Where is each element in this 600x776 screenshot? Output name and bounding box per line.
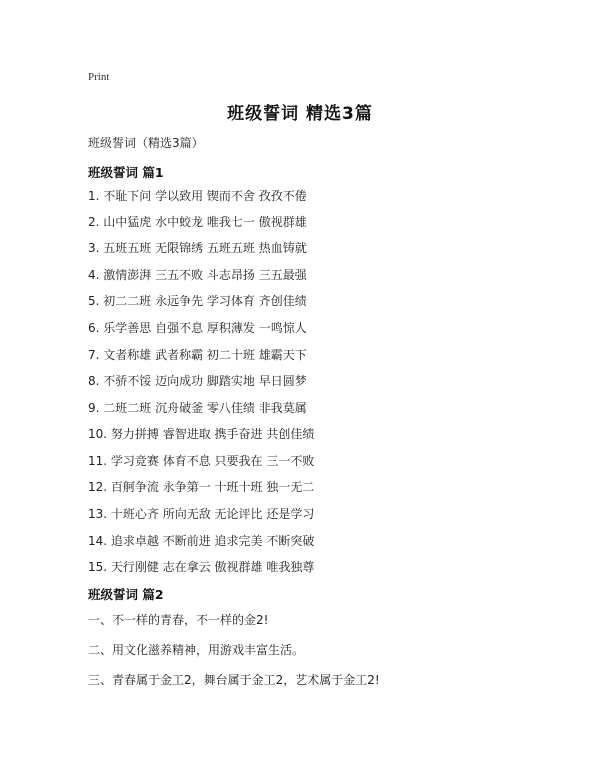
- section-1-line: 4. 激情澎湃 三五不败 斗志昂扬 三五最强: [88, 268, 307, 282]
- section-1-line: 14. 追求卓越 不断前进 追求完美 不断突破: [88, 534, 315, 548]
- section-1-line: 13. 十班心齐 所向无敌 无论评比 还是学习: [88, 507, 315, 521]
- section-1-line: 12. 百舸争流 永争第一 十班十班 独一无二: [88, 480, 315, 494]
- document-subtitle: 班级誓词（精选3篇）: [88, 136, 204, 150]
- section-2-line: 三、青春属于金工2，舞台属于金工2，艺术属于金工2!: [88, 673, 380, 687]
- print-label: Print: [88, 71, 110, 83]
- section-1-line: 9. 二班二班 沉舟破釜 零八佳绩 非我莫属: [88, 401, 307, 415]
- section-1-line: 11. 学习竞赛 体育不息 只要我在 三一不败: [88, 454, 315, 468]
- section-1-line: 15. 天行刚健 志在拿云 傲视群雄 唯我独尊: [88, 560, 315, 574]
- page-title: 班级誓词 精选3篇: [227, 104, 373, 124]
- section-1-heading: 班级誓词 篇1: [88, 165, 164, 180]
- section-2-line: 一、不一样的青春，不一样的金2!: [88, 613, 269, 627]
- section-1-line: 1. 不耻下问 学以致用 锲而不舍 孜孜不倦: [88, 189, 307, 203]
- section-2-line: 二、用文化滋养精神，用游戏丰富生活。: [88, 643, 305, 657]
- section-1-line: 7. 文者称雄 武者称霸 初二十班 雄霸天下: [88, 348, 307, 362]
- section-2-heading: 班级誓词 篇2: [88, 587, 164, 602]
- section-1-line: 10. 努力拼搏 睿智进取 携手奋进 共创佳绩: [88, 427, 315, 441]
- section-1-line: 6. 乐学善思 自强不息 厚积薄发 一鸣惊人: [88, 321, 307, 335]
- section-1-line: 3. 五班五班 无限锦绣 五班五班 热血铸就: [88, 241, 307, 255]
- section-1-line: 5. 初二二班 永远争先 学习体育 齐创佳绩: [88, 294, 307, 308]
- section-1-line: 8. 不骄不馁 迈向成功 脚踏实地 早日圆梦: [88, 374, 307, 388]
- section-1-line: 2. 山中猛虎 水中蛟龙 唯我七一 傲视群雄: [88, 215, 307, 229]
